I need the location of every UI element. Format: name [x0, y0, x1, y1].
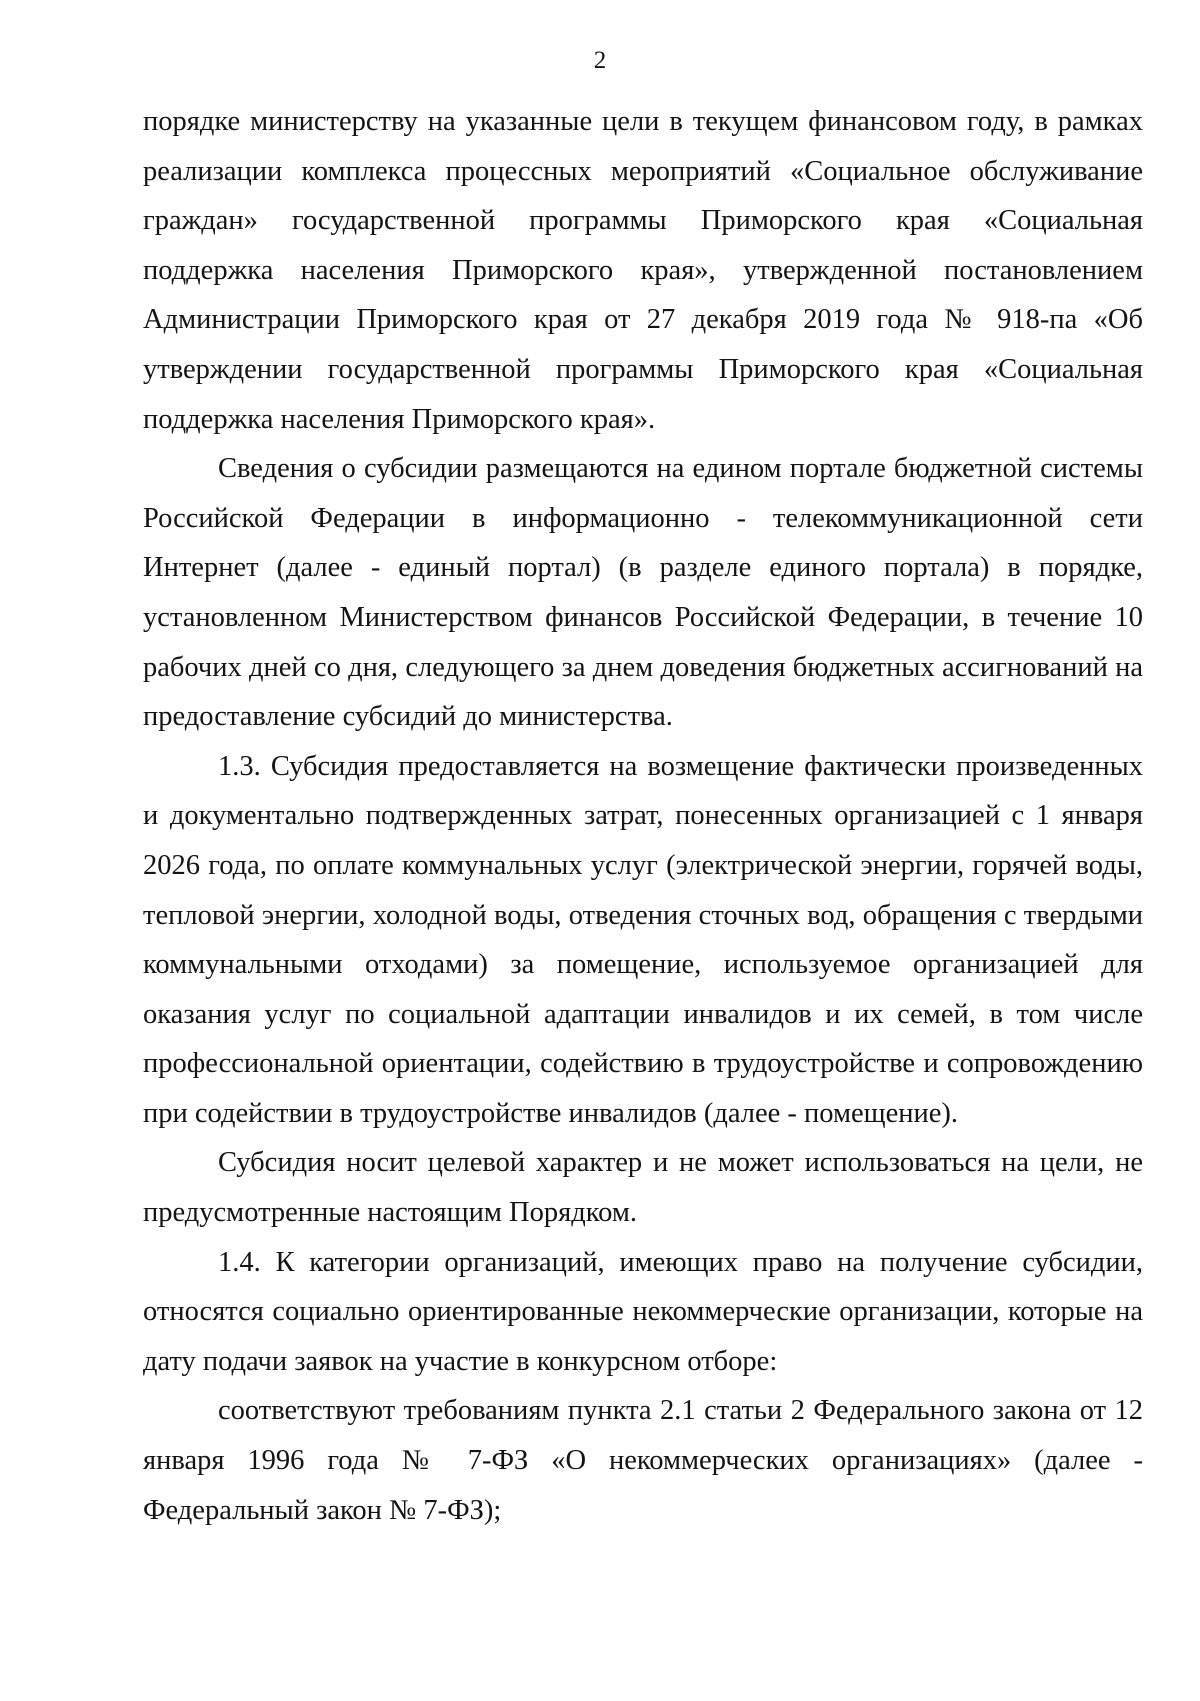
page-number: 2 — [593, 47, 607, 74]
paragraph-subsidy-target-nature: Субсидия носит целевой характер и не может использоваться на цели, не предусмотренные настоящим Порядком. — [143, 1147, 1143, 1229]
paragraph-1-4-eligible-organizations: 1.4. К категории организаций, имеющих право на получение субсидии, относятся социально ориентированные некоммерческие организации, которые на дату подачи заявок на участие в конкурсном отборе: — [143, 1246, 1143, 1377]
paragraph-subsidy-info-publication: Сведения о субсидии размещаются на едином портале бюджетной системы Российской Федерации в информационно - телекоммуникационной сети Интернет (далее - единый портал) (в разделе единого портала) в порядке, установленном Министерством финансов Российской Федерации, в течение 10 рабочих дней со дня, следующего за днем доведения бюджетных ассигнований на предоставление субсидий до министерства. — [143, 453, 1143, 733]
paragraph-continuation: порядке министерству на указанные цели в текущем финансовом году, в рамках реализации комплекса процессных мероприятий «Социальное обслуживание граждан» государственной программы Приморского края «Социальная поддержка населения Приморского края», утвержденной постановлением Администрации Приморского края от 27 декабря 2019 года № 918-па «Об утверждении государственной программы Приморского края «Социальная поддержка населения Приморского края». — [143, 106, 1143, 435]
paragraph-1-3-subsidy-purpose: 1.3. Субсидия предоставляется на возмещение фактически произведенных и документально подтвержденных затрат, понесенных организацией с 1 января 2026 года, по оплате коммунальных услуг (электрической энергии, горячей воды, тепловой энергии, холодной воды, отведения сточных вод, обращения с твердыми коммунальными отходами) за помещение, используемое организацией для оказания услуг по социальной адаптации инвалидов и их семей, в том числе профессиональной ориентации, содействию в трудоустройстве и сопровождению при содействии в трудоустройстве инвалидов (далее - помещение). — [143, 750, 1143, 1129]
paragraph-requirements-federal-law: соответствуют требованиям пункта 2.1 статьи 2 Федерального закона от 12 января 1996 года № 7-ФЗ «О некоммерческих организациях» (далее - Федеральный закон № 7-ФЗ); — [143, 1395, 1143, 1526]
document-body — [143, 97, 1143, 1535]
